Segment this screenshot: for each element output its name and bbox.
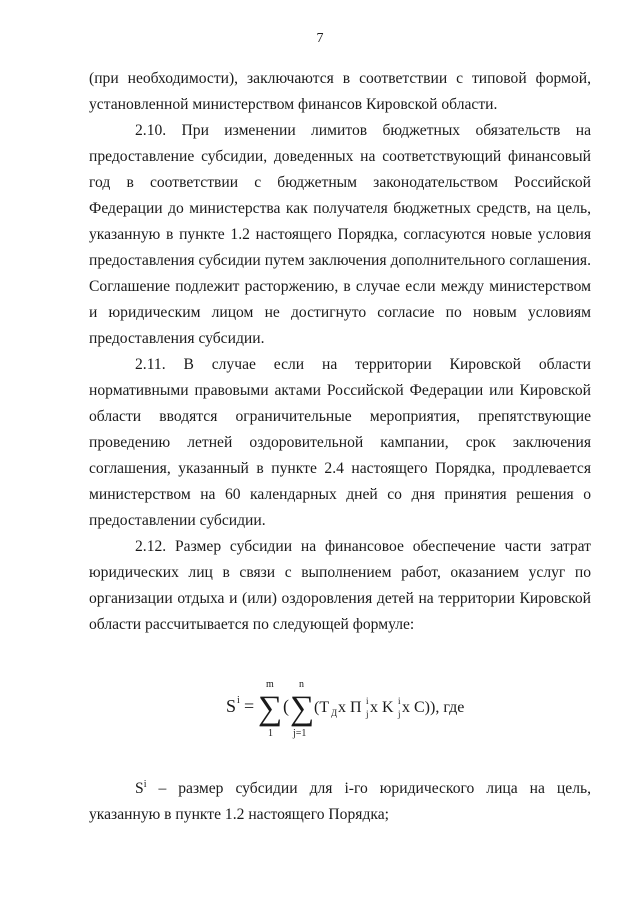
formula-open-paren: ( (283, 696, 289, 716)
inner-sum-sign: ∑ (290, 690, 315, 727)
formula-graphic (0, 670, 640, 750)
inner-sum-upper: n (299, 679, 304, 690)
body-text (89, 66, 591, 638)
definition-si (89, 776, 591, 828)
formula-term-p: x П (338, 699, 362, 716)
paragraph-2-10: 2.10. При изменении лимитов бюджетных обязательств на предоставление субсидии, доведенных на соответствующий финансовый год в соответствии с бюджетным законодательством Российской Федерации до министерства как получателя бюджетных средств, на цель, указанную в пункте 1.2 настоящего Порядка, согласуются новые условия предоставления субсидии путем заключения дополнительного соглашения. Соглашение подлежит расторжению, в случае если между министерством и юридическим лицом не достигнуто согласие по новым условиям предоставления субсидии. (89, 122, 591, 347)
formula-k-sub: j (398, 709, 401, 719)
formula-close: ), где (430, 699, 465, 716)
formula-p-sup: i (366, 696, 369, 706)
paragraph-2-11: 2.11. В случае если на территории Кировской области нормативными правовыми актами Российской Федерации или Кировской области вводятся ограничительные мероприятия, препятствующие проведению летней оздоровительной кампании, срок заключения соглашения, указанный в пункте 2.4 настоящего Порядка, продлевается министерством на 60 календарных дней со дня принятия решения о предоставлении субсидии. (89, 356, 591, 529)
formula-k-sup: i (398, 696, 401, 706)
outer-sum-upper: m (266, 679, 274, 690)
outer-sum-lower: 1 (268, 728, 273, 739)
paragraph-continuation: (при необходимости), заключаются в соответствии с типовой формой, установленной министерством финансов Кировской области. (89, 70, 591, 113)
definition-block (89, 776, 591, 828)
page-number: 7 (316, 31, 324, 46)
outer-sum-sign: ∑ (258, 690, 283, 727)
definition-text: – размер субсидии для i-го юридического лица на цель, указанную в пункте 1.2 настоящего Порядка; (89, 780, 591, 823)
formula-lhs-sup: i (237, 695, 240, 706)
formula-term-t: (T (314, 699, 330, 716)
formula-equals: = (244, 696, 255, 716)
formula-term-k: x K (370, 699, 394, 716)
formula-term-c: x C) (402, 699, 430, 716)
definition-symbol: S (135, 780, 144, 797)
formula-lhs: S (226, 696, 237, 716)
subsidy-formula (0, 670, 640, 750)
inner-sum-lower: j=1 (293, 728, 307, 739)
definition-symbol-sup: i (143, 778, 147, 790)
paragraph-2-12: 2.12. Размер субсидии на финансовое обеспечение части затрат юридических лиц в связи с выполнением работ, оказанием услуг по организации отдыха и (или) оздоровления детей на территории Кировской области рассчитывается по следующей формуле: (89, 538, 591, 633)
formula-p-sub: j (366, 709, 369, 719)
formula-t-sub: Д (331, 708, 338, 718)
